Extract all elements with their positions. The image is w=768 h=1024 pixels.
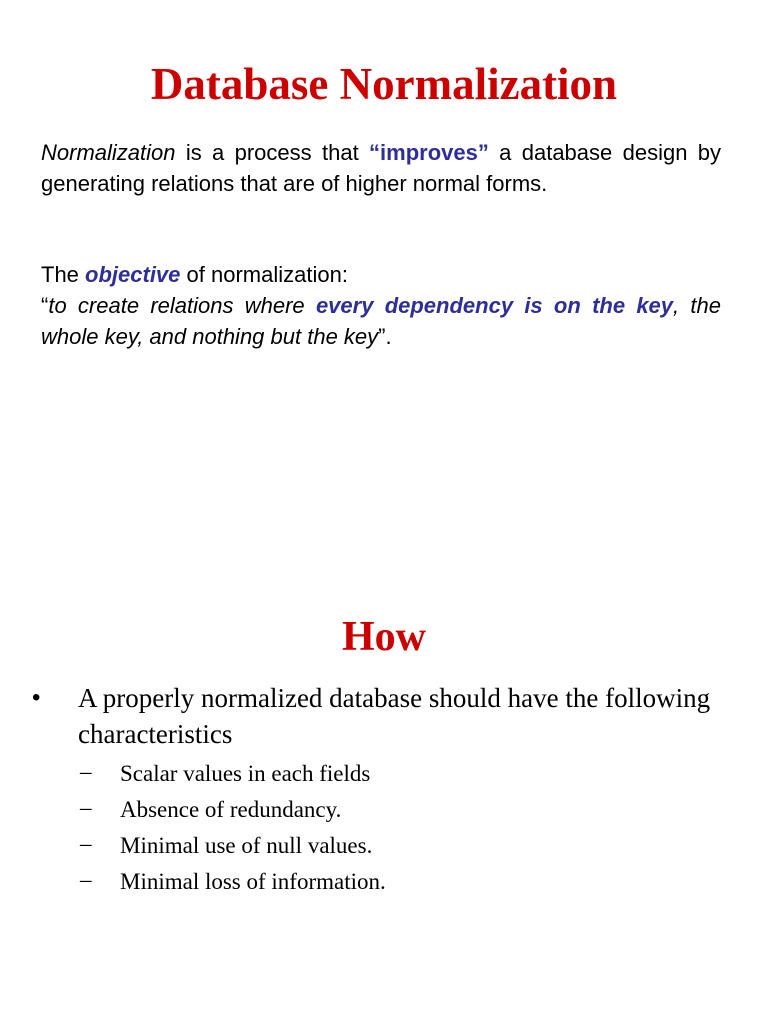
- objective-paragraph: [41, 259, 721, 352]
- term-normalization: Normalization: [41, 140, 176, 165]
- slide-title: How: [342, 614, 426, 660]
- objective-lead: The: [41, 262, 86, 287]
- sub-item-text: Absence of redundancy.: [120, 797, 342, 822]
- definition-text-2: a database design by generating relations that are of higher normal forms.: [41, 140, 721, 196]
- bullet-text: A properly normalized database should have the following characteristics: [78, 683, 711, 749]
- highlight-dependency: every dependency is on the key: [315, 293, 674, 318]
- list-item: [78, 756, 732, 792]
- list-item: [78, 828, 732, 864]
- slide-how: [0, 512, 768, 1024]
- dash-icon: –: [80, 795, 92, 820]
- bullet-item: [32, 680, 732, 900]
- close-quote: ”.: [378, 324, 392, 349]
- slide-title: Database Normalization: [150, 59, 618, 109]
- definition-text-1: is a process that: [175, 140, 370, 165]
- quote-text-1: to create relations where: [48, 293, 316, 318]
- highlight-improves: “improves”: [369, 140, 489, 165]
- highlight-objective: objective: [85, 262, 181, 287]
- dash-icon: –: [80, 759, 92, 784]
- sub-item-text: Scalar values in each fields: [120, 761, 371, 786]
- bullet-list: [32, 680, 732, 900]
- list-item: [78, 864, 732, 900]
- objective-of-text: of normalization:: [180, 262, 348, 287]
- definition-paragraph: [41, 137, 721, 199]
- sub-list: [78, 756, 732, 900]
- sub-item-text: Minimal use of null values.: [120, 833, 373, 858]
- quote-text-2: , the whole key, and nothing but the key: [41, 293, 721, 349]
- dash-icon: –: [80, 867, 92, 892]
- sub-item-text: Minimal loss of information.: [120, 869, 386, 894]
- open-quote: “: [41, 293, 49, 318]
- dash-icon: –: [80, 831, 92, 856]
- bullet-icon: •: [32, 684, 41, 711]
- list-item: [78, 792, 732, 828]
